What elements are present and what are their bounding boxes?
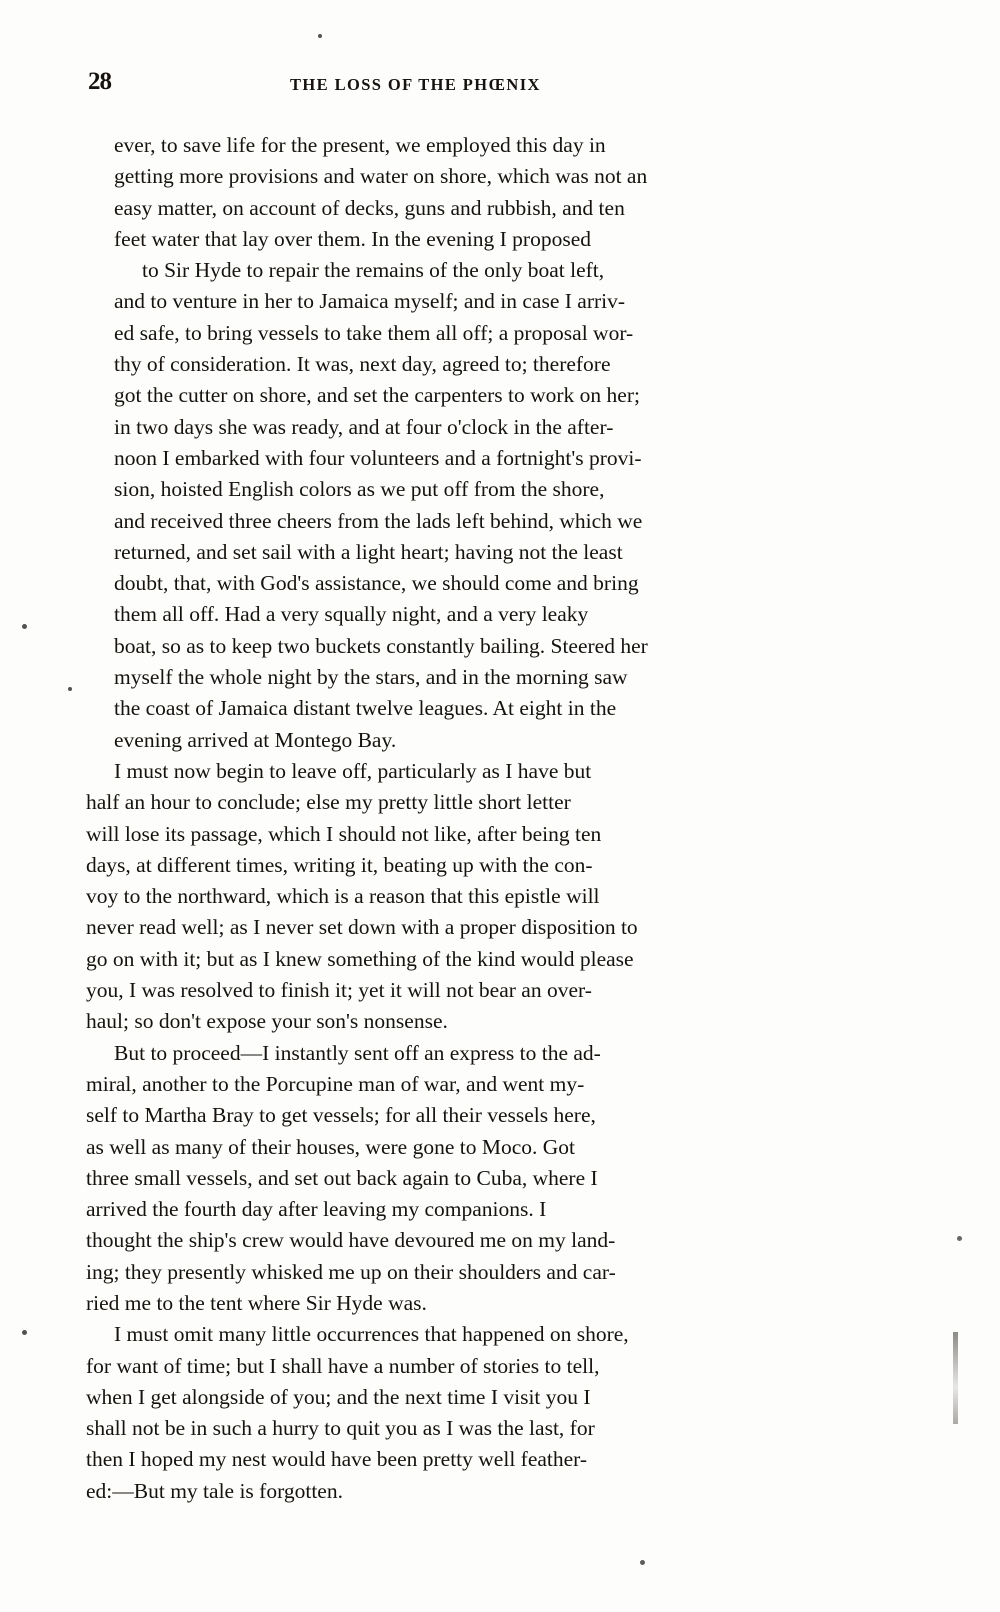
text-line: ed:—But my tale is forgotten. (86, 1478, 343, 1503)
text-line: thy of consideration. It was, next day, agreed to; therefore (114, 352, 611, 377)
text-line: the coast of Jamaica distant twelve leagues. At eight in the (114, 696, 617, 721)
text-line: you, I was resolved to finish it; yet it will not bear an over- (86, 978, 592, 1003)
text-line: and received three cheers from the lads left behind, which we (114, 508, 643, 533)
page-speck-left-lower (22, 1330, 27, 1335)
text-line: go on with it; but as I knew something of the kind would please (86, 946, 634, 971)
page-speck-right (957, 1236, 962, 1241)
text-line: doubt, that, with God's assistance, we should come and bring (114, 571, 639, 596)
line-text: ever, to save life for the present, we employed this day in (114, 133, 606, 157)
text-line: in two days she was ready, and at four o'clock in the after- (114, 414, 614, 439)
text-line: voy to the northward, which is a reason that this epistle will (86, 884, 600, 909)
text-line (86, 130, 908, 161)
text-line: then I hoped my nest would have been pretty well feather- (86, 1447, 588, 1472)
body-text (86, 130, 908, 1507)
text-line: three small vessels, and set out back again to Cuba, where I (86, 1165, 598, 1190)
text-line: will lose its passage, which I should not like, after being ten (86, 821, 602, 846)
text-line: boat, so as to keep two buckets constantly bailing. Steered her (114, 633, 648, 658)
page-speck-top (318, 34, 322, 38)
page-speck-bottom (640, 1560, 645, 1565)
paragraph-leave-off (86, 756, 908, 1038)
text-line: But to proceed—I instantly sent off an express to the ad- (114, 1040, 601, 1065)
page-header (88, 68, 788, 98)
text-line: half an hour to conclude; else my pretty little short letter (86, 790, 571, 815)
text-line: never read well; as I never set down with a proper disposition to (86, 915, 638, 940)
text-line: days, at different times, writing it, beating up with the con- (86, 852, 593, 877)
text-line: getting more provisions and water on shore, which was not an (114, 164, 648, 189)
text-line: to Sir Hyde to repair the remains of the only boat left, (142, 258, 605, 283)
text-line: miral, another to the Porcupine man of war, and went my- (86, 1071, 585, 1096)
text-line: returned, and set sail with a light heart; having not the least (114, 539, 623, 564)
text-line: sion, hoisted English colors as we put off from the shore, (114, 477, 605, 502)
text-line: thought the ship's crew would have devoured me on my land- (86, 1228, 616, 1253)
page-edge-stain (953, 1332, 958, 1424)
text-line: easy matter, on account of decks, guns and rubbish, and ten (114, 195, 625, 220)
text-line: feet water that lay over them. In the evening I proposed (114, 226, 591, 251)
paragraph-omit-occurrences (86, 1319, 908, 1507)
page-number: 28 (88, 68, 111, 95)
text-line: I must omit many little occurrences that happened on shore, (114, 1322, 629, 1347)
paragraph-provisions (86, 130, 908, 756)
text-line: noon I embarked with four volunteers and a fortnight's provi- (114, 445, 642, 470)
paragraph-express-to-admiral (86, 1038, 908, 1320)
text-line: for want of time; but I shall have a number of stories to tell, (86, 1353, 600, 1378)
text-line: I must now begin to leave off, particularly as I have but (114, 758, 592, 783)
text-line: them all off. Had a very squally night, and a very leaky (114, 602, 589, 627)
text-line: self to Martha Bray to get vessels; for all their vessels here, (86, 1103, 596, 1128)
text-line: evening arrived at Montego Bay. (114, 727, 397, 752)
text-line: shall not be in such a hurry to quit you as I was the last, for (86, 1416, 595, 1441)
text-line: ed safe, to bring vessels to take them all off; a proposal wor- (114, 320, 634, 345)
text-line: got the cutter on shore, and set the carpenters to work on her; (114, 383, 640, 408)
text-line: ried me to the tent where Sir Hyde was. (86, 1290, 427, 1315)
text-line: myself the whole night by the stars, and in the morning saw (114, 665, 628, 690)
text-line: ing; they presently whisked me up on their shoulders and car- (86, 1259, 616, 1284)
running-head: THE LOSS OF THE PHŒNIX (290, 75, 541, 94)
text-line: and to venture in her to Jamaica myself; and in case I arriv- (114, 289, 626, 314)
page-speck-margin (68, 687, 72, 691)
text-line: haul; so don't expose your son's nonsense. (86, 1009, 448, 1034)
page-speck-left-upper (22, 624, 27, 629)
text-line: arrived the fourth day after leaving my companions. I (86, 1197, 547, 1222)
text-line: when I get alongside of you; and the next time I visit you I (86, 1384, 591, 1409)
text-line: as well as many of their houses, were gone to Moco. Got (86, 1134, 576, 1159)
